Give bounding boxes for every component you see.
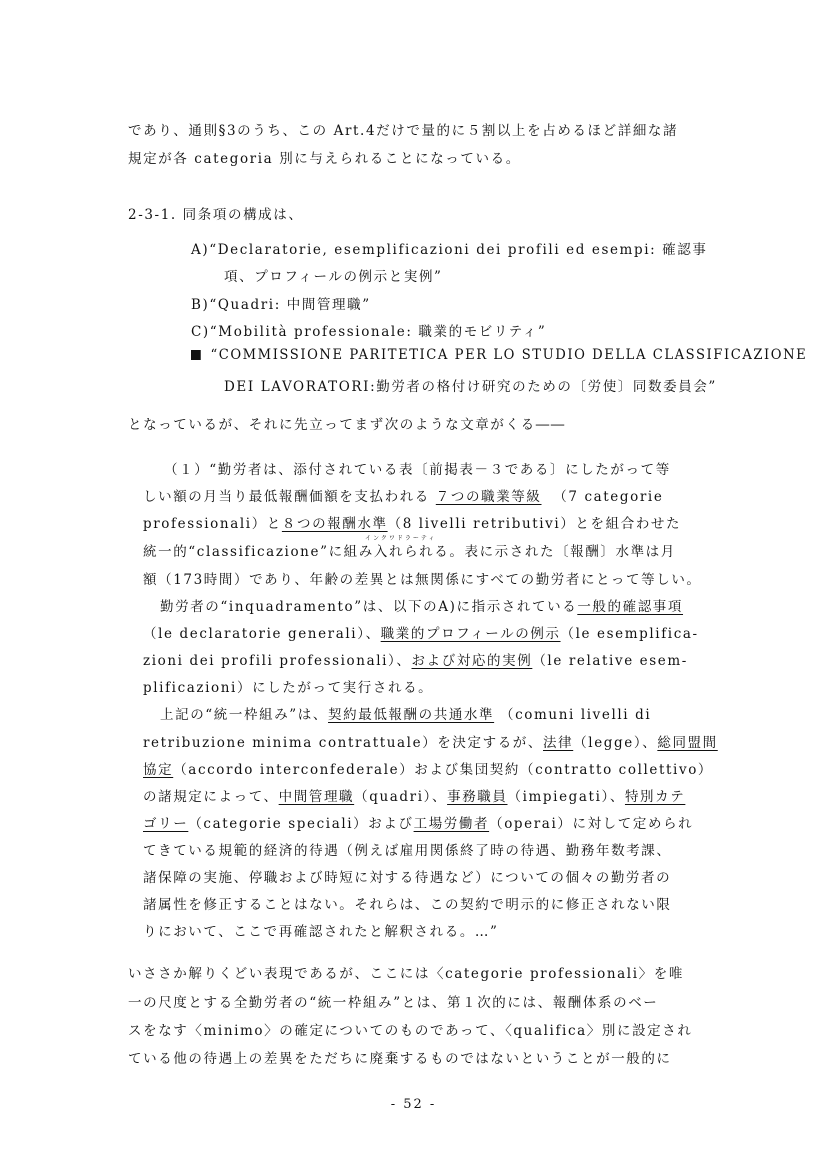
quote-line: 統一的“classificazione”に組み入れられる。表に示された〔報酬〕水準は月 (143, 544, 676, 560)
quote-text: （categorie speciali）および (188, 816, 414, 832)
quote-text: retribuzione minima contrattuale）を決定するが、 (143, 735, 543, 751)
body-text-line: 規定が各 categoria 別に与えられることになっている。 (128, 151, 521, 167)
quote-line (143, 758, 713, 778)
body-text-line: ている他の待遇上の差異をただちに廃棄するものではないということが一般的に (128, 1051, 672, 1067)
list-item-d-text: “COMMISSIONE PARITETICA PER LO STUDIO DELLA CLASSIFICAZIONE (210, 347, 808, 363)
underlined-term: 総同盟間 (657, 735, 718, 751)
list-item-b: B)“Quadri: 中間管理職” (191, 297, 371, 313)
quote-text: （impiegati）、 (507, 789, 625, 805)
underlined-term: 法律 (543, 735, 574, 751)
section-heading: 2-3-1. 同条項の構成は、 (128, 207, 304, 223)
quote-line (143, 485, 663, 505)
quote-line (143, 731, 718, 751)
quote-text: professionali）と (143, 516, 282, 532)
quote-line (160, 595, 683, 615)
body-text-line: であり、通則§3のうち、この Art.4だけで量的に５割以上を占めるほど詳細な諸 (128, 123, 679, 139)
underlined-term: 中間管理職 (278, 789, 355, 805)
quote-line (143, 622, 699, 642)
list-item-a-cont: 項、プロフィールの例示と実例” (224, 269, 443, 285)
quote-line: 額（173時間）であり、年齢の差異とは無関係にすべての勤労者にとって等しい。 (143, 572, 702, 588)
body-text-line: 一の尺度とする全勤労者の“統一枠組み”とは、第１次的には、報酬体系のベー (128, 995, 659, 1011)
quote-line: （１）“勤労者は、添付されている表〔前掲表－３である〕にしたがって等 (164, 462, 671, 478)
quote-text: （le declaratorie generali）、 (143, 626, 381, 642)
list-item-d-cont: DEI LAVORATORI:勤労者の格付け研究のための〔労使〕同数委員会” (224, 379, 717, 395)
page-number: - 52 - (390, 1097, 437, 1112)
underlined-term: 職業的プロフィールの例示 (380, 626, 561, 642)
quote-text: （7 categorie (553, 489, 664, 505)
quote-text: （operai）に対して定められ (489, 816, 694, 832)
quote-text: の諸規定によって、 (143, 789, 279, 805)
quote-text: （le relative esem- (532, 653, 688, 669)
quote-text: （quadri）、 (354, 789, 448, 805)
quote-line: 諸保障の実施、停職および時短に対する待遇など）についての個々の勤労者の (143, 870, 672, 886)
body-text-line: いささか解りくどい表現であるが、ここには〈categorie professionali〉を唯 (128, 966, 684, 982)
quote-text: しい額の月当り最低報酬価額を支払われる (143, 489, 436, 505)
quote-line: 諸属性を修正することはない。それらは、この契約で明示的に修正されない限 (143, 897, 672, 913)
quote-text: 上記の“統一枠組み”は、 (160, 707, 329, 723)
list-item-a: A)“Declaratorie, esemplificazioni dei profili ed esempi: 確認事 (191, 242, 708, 258)
quote-line (143, 649, 688, 669)
underlined-term: 工場労働者 (413, 816, 490, 832)
underlined-term: 協定 (143, 762, 174, 778)
quote-text: （comuni livelli di (500, 707, 652, 723)
square-bullet-icon (191, 350, 201, 360)
quote-line (143, 812, 693, 832)
list-item-c: C)“Mobilità professionale: 職業的モビリティ” (191, 324, 547, 340)
underlined-term: および対応的実例 (411, 653, 533, 669)
underlined-term: 一般的確認事項 (577, 599, 684, 615)
quote-line: りにおいて、ここで再確認されたと解釈される。…” (143, 924, 499, 940)
quote-line: てきている規範的経済的待遇（例えば雇用関係終了時の待遇、勤務年数考課、 (143, 843, 672, 859)
list-item-d (191, 347, 807, 363)
quote-text: zioni dei profili professionali）、 (143, 653, 412, 669)
underlined-term: ８つの報酬水準 (281, 516, 388, 532)
quote-text: （le esemplifica- (560, 626, 699, 642)
quote-line (160, 703, 651, 723)
quote-text: （8 livelli retributivi）とを組合わせた (387, 516, 682, 532)
underlined-term: ゴリー (143, 816, 189, 832)
quote-line (143, 512, 681, 532)
underlined-term: 特別カテ (624, 789, 686, 805)
transition-text: となっているが、それに先立ってまず次のような文章がくる―― (128, 417, 566, 433)
underlined-term: 事務職員 (447, 789, 508, 805)
quote-line: plificazioni）にしたがって実行される。 (143, 680, 434, 696)
underlined-term: 契約最低報酬の共通水準 (328, 707, 495, 723)
quote-text: （accordo interconfederale）および集団契約（contratto collettivo） (173, 762, 714, 778)
body-text-line: スをなす〈minimo〉の確定についてのものであって、〈qualifica〉別に設定され (128, 1023, 693, 1039)
underlined-term: ７つの職業等級 (435, 489, 542, 505)
quote-text: （legge）、 (573, 735, 658, 751)
ruby-annotation: インクワドラーティ (365, 535, 437, 542)
quote-text: 勤労者の“inquadramento”は、以下のA)に指示されている (160, 599, 578, 615)
quote-line (143, 785, 685, 805)
